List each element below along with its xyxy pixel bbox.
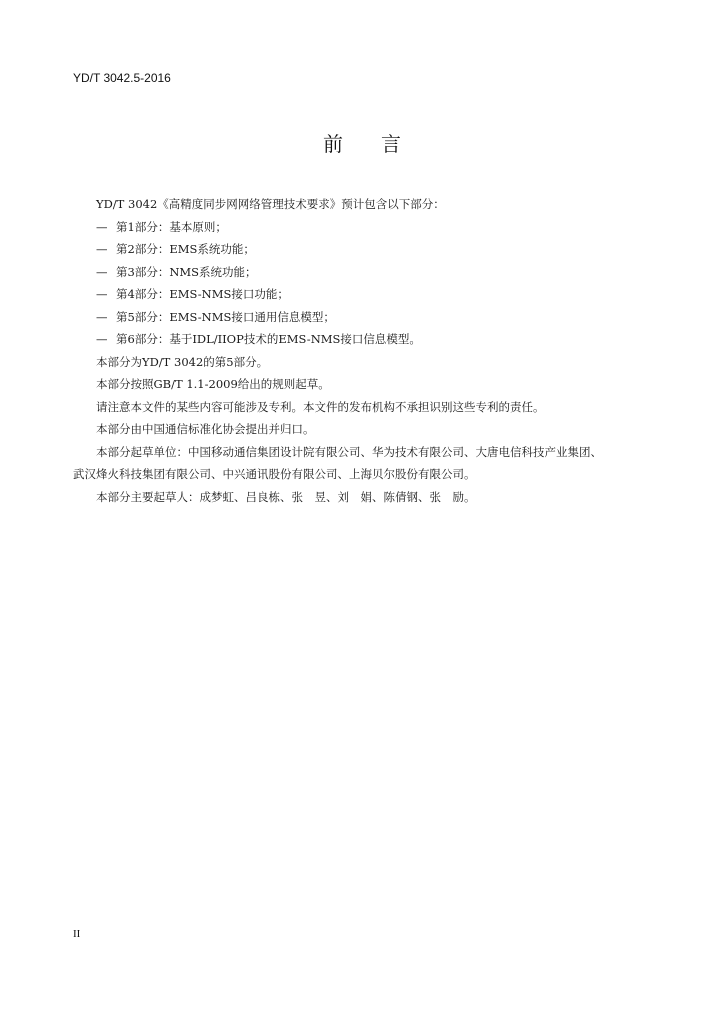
- drafting-units-paragraph: 本部分起草单位：中国移动通信集团设计院有限公司、华为技术有限公司、大唐电信科技产业集团、: [96, 444, 602, 459]
- page-title: [0, 132, 724, 156]
- list-item: [73, 283, 663, 306]
- list-item: [73, 306, 663, 329]
- list-dash: —: [96, 309, 108, 324]
- foreword-body: [73, 193, 663, 508]
- list-dash: —: [96, 242, 108, 256]
- standard-code: YD/T 3042.5-2016: [73, 71, 171, 85]
- list-item: [73, 238, 663, 261]
- part-number-paragraph: 本部分为YD/T 3042的第5部分。: [96, 354, 269, 369]
- list-item: [73, 216, 663, 239]
- drafters-paragraph: 本部分主要起草人：成梦虹、吕良栋、张 昱、刘 娟、陈倩钢、张 励。: [96, 489, 476, 504]
- list-item-text: 第4部分：EMS-NMS接口功能；: [116, 287, 289, 301]
- title-char-1: 前: [323, 132, 343, 156]
- list-dash: —: [96, 332, 108, 346]
- list-item-text: 第3部分：NMS系统功能；: [116, 264, 257, 279]
- proposer-paragraph: 本部分由中国通信标准化协会提出并归口。: [96, 422, 315, 436]
- drafting-units-continuation: 武汉烽火科技集团有限公司、中兴通讯股份有限公司、上海贝尔股份有限公司。: [73, 467, 476, 481]
- list-item-text: 第2部分：EMS系统功能；: [116, 242, 255, 256]
- list-dash: —: [96, 264, 108, 279]
- drafting-rules-paragraph: 本部分按照GB/T 1.1-2009给出的规则起草。: [96, 377, 330, 391]
- patent-notice-paragraph: 请注意本文件的某些内容可能涉及专利。本文件的发布机构不承担识别这些专利的责任。: [96, 399, 545, 414]
- list-dash: —: [96, 219, 108, 234]
- list-item-text: 第6部分：基于IDL/IIOP技术的EMS-NMS接口信息模型。: [116, 332, 421, 346]
- list-item: [73, 261, 663, 284]
- title-char-2: 言: [381, 132, 401, 156]
- intro-paragraph: YD/T 3042《高精度同步网网络管理技术要求》预计包含以下部分：: [96, 197, 445, 211]
- page-number: II: [73, 928, 81, 940]
- list-item-text: 第1部分：基本原则；: [116, 219, 227, 234]
- list-dash: —: [96, 287, 108, 301]
- list-item: [73, 328, 663, 351]
- list-item-text: 第5部分：EMS-NMS接口通用信息模型；: [116, 309, 335, 324]
